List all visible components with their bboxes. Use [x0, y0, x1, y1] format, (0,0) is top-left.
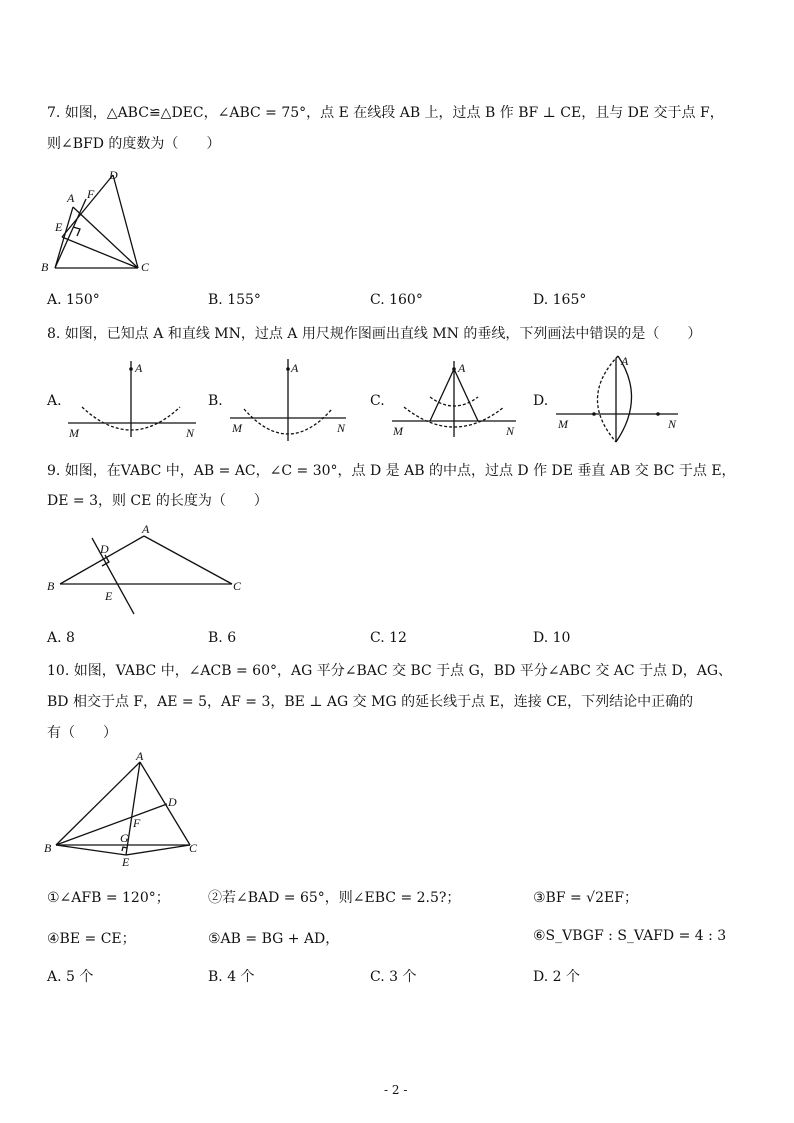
q8-figure-a	[62, 355, 202, 440]
q10-figure	[42, 748, 217, 873]
q8a-label-M: M	[69, 426, 79, 440]
q8-figure-c	[386, 355, 521, 440]
q8-option-d[interactable]: D.	[533, 393, 549, 409]
q9-label-B: B	[47, 579, 55, 593]
q9-label-A: A	[142, 522, 150, 536]
q10-line1: 10. 如图，VABC 中，∠ACB = 60°，AG 平分∠BAC 交 BC 于点 G，BD 平分∠ABC 交 AC 于点 D，AG、	[47, 663, 733, 679]
q10-statement-6: ⑥S_VBGF : S_VAFD = 4 : 3	[533, 928, 727, 944]
q8-figure-d	[550, 350, 685, 445]
q8b-label-M: M	[232, 421, 242, 435]
q7-label-B: B	[41, 260, 49, 274]
q7-label-D: D	[109, 168, 118, 182]
q8-option-c[interactable]: C.	[370, 393, 385, 409]
q8d-label-M: M	[558, 417, 568, 431]
q9-option-a[interactable]: A. 8	[47, 630, 75, 646]
q7-label-C: C	[141, 260, 150, 274]
page-number: - 2 -	[384, 1083, 408, 1097]
q10-option-b[interactable]: B. 4 个	[208, 969, 255, 985]
q7-line2: 则∠BFD 的度数为（ ）	[47, 136, 221, 152]
q9-figure	[42, 518, 257, 618]
q7-label-A: A	[67, 191, 75, 205]
q10-label-F: F	[133, 816, 141, 830]
q10-option-d[interactable]: D. 2 个	[533, 969, 580, 985]
q9-option-c[interactable]: C. 12	[370, 630, 407, 646]
q8c-label-N: N	[506, 424, 515, 438]
q8-figure-b	[224, 355, 354, 445]
q8d-label-N: N	[668, 417, 677, 431]
q10-label-C: C	[189, 841, 198, 855]
q9-label-E: E	[105, 589, 113, 603]
q9-line1: 9. 如图，在VABC 中，AB = AC，∠C = 30°，点 D 是 AB 的中点，过点 D 作 DE 垂直 AB 交 BC 于点 E，	[47, 463, 736, 479]
q8c-label-M: M	[393, 424, 403, 438]
q8a-label-N: N	[186, 426, 195, 440]
q9-label-D: D	[100, 542, 109, 556]
q10-label-E: E	[122, 855, 130, 869]
q7-option-c[interactable]: C. 160°	[370, 292, 423, 308]
q10-statement-2: ②若∠BAD = 65°，则∠EBC = 2.5?；	[208, 890, 461, 906]
q10-statement-4: ④BE = CE；	[47, 931, 136, 947]
q10-statement-3: ③BF = √2EF；	[533, 890, 638, 906]
q9-option-b[interactable]: B. 6	[208, 630, 237, 646]
q7-line1: 7. 如图，△ABC≌△DEC，∠ABC = 75°，点 E 在线段 AB 上，过点 B 作 BF ⊥ CE，且与 DE 交于点 F，	[47, 105, 724, 121]
q7-figure	[40, 165, 160, 280]
q7-option-a[interactable]: A. 150°	[47, 292, 100, 308]
q7-label-F: F	[87, 187, 95, 201]
q8a-label-A: A	[135, 361, 143, 375]
q10-option-a[interactable]: A. 5 个	[47, 969, 94, 985]
q8b-label-N: N	[337, 421, 346, 435]
q10-label-B: B	[44, 841, 52, 855]
q10-line2: BD 相交于点 F，AE = 5，AF = 3，BE ⊥ AG 交 MG 的延长线于点 E，连接 CE，下列结论中正确的	[47, 694, 694, 710]
q10-line3: 有（ ）	[47, 725, 117, 741]
q9-label-C: C	[233, 579, 242, 593]
q10-label-D: D	[168, 795, 177, 809]
q8c-label-A: A	[458, 361, 466, 375]
q10-label-G: G	[120, 831, 129, 845]
q8-option-a[interactable]: A.	[47, 393, 62, 409]
q7-option-d[interactable]: D. 165°	[533, 292, 587, 308]
q8d-label-A: A	[621, 354, 629, 368]
q10-option-c[interactable]: C. 3 个	[370, 969, 417, 985]
q10-statement-5: ⑤AB = BG + AD，	[208, 931, 340, 947]
q7-label-E: E	[55, 220, 63, 234]
q10-label-A: A	[136, 749, 144, 763]
q8-line1: 8. 如图，已知点 A 和直线 MN，过点 A 用尺规作图画出直线 MN 的垂线，下列画法中错误的是（ ）	[47, 326, 702, 342]
q8-option-b[interactable]: B.	[208, 393, 223, 409]
q7-option-b[interactable]: B. 155°	[208, 292, 261, 308]
q8b-label-A: A	[291, 361, 299, 375]
q10-statement-1: ①∠AFB = 120°；	[47, 890, 170, 906]
q9-option-d[interactable]: D. 10	[533, 630, 571, 646]
q9-line2: DE = 3，则 CE 的长度为（ ）	[47, 493, 268, 509]
